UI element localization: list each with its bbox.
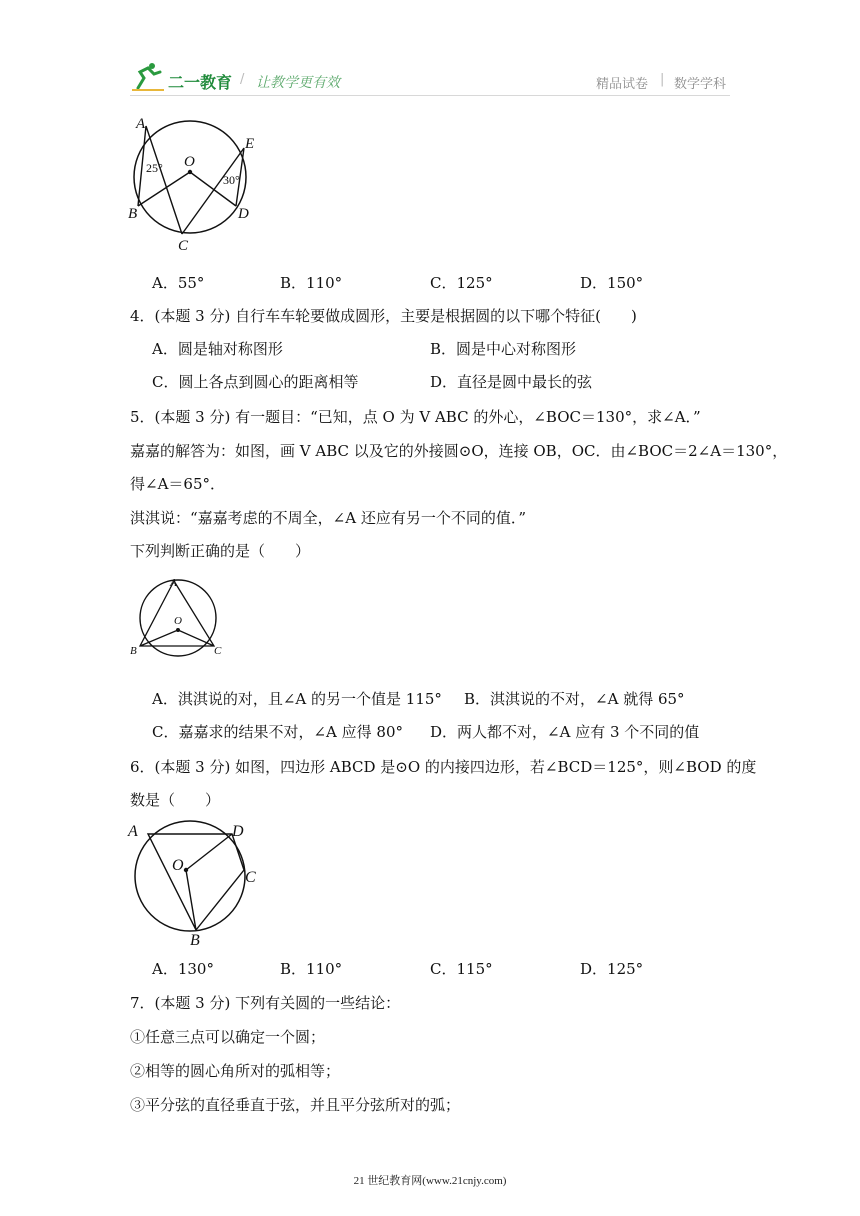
q6-fig-label-b: B — [190, 932, 200, 948]
q5-fig-label-c: C — [214, 645, 222, 657]
q7-item-1: ①任意三点可以确定一个圆； — [130, 1028, 326, 1046]
header-rule — [130, 95, 730, 96]
q6-figure — [120, 818, 270, 948]
fig1-label-a: A — [136, 116, 146, 132]
q5-option-b[interactable]: B．淇淇说的不对，∠A 就得 65° — [464, 690, 685, 708]
q6-fig-label-o: O — [172, 857, 184, 874]
q5-figure — [128, 574, 228, 660]
q5-line5: 下列判断正确的是（ ） — [130, 542, 311, 560]
footer-text: 21 世纪教育网(www.21cnjy.com) — [353, 1175, 507, 1187]
q4-option-d[interactable]: D．直径是圆中最长的弦 — [430, 373, 593, 391]
q5-line2: 嘉嘉的解答为：如图，画 V ABC 以及它的外接圆⊙O，连接 OB，OC．由∠BOC＝2∠A＝130°， — [130, 442, 788, 460]
q3-option-d[interactable]: D．150° — [580, 274, 644, 292]
q5-fig-label-b: B — [130, 645, 137, 657]
header-divider: | — [660, 72, 665, 87]
q6-fig-label-a: A — [128, 823, 138, 840]
q7-item-2: ②相等的圆心角所对的弧相等； — [130, 1062, 341, 1080]
fig1-label-b: B — [128, 206, 138, 222]
header-slash: / — [240, 72, 245, 87]
q3-option-b[interactable]: B．110° — [280, 274, 343, 292]
q4-option-c[interactable]: C．圆上各点到圆心的距离相等 — [152, 373, 359, 391]
q6-stem-cont: 数是（ ） — [130, 791, 221, 809]
fig1-label-e: E — [245, 136, 255, 152]
q6-stem: 6．(本题 3 分) 如图，四边形 ABCD 是⊙O 的内接四边形，若∠BCD＝125°，则∠BOD 的度 — [130, 758, 757, 776]
q5-option-c[interactable]: C．嘉嘉求的结果不对，∠A 应得 80° — [152, 723, 404, 741]
q5-line3: 得∠A＝65°． — [130, 475, 225, 493]
q6-option-a[interactable]: A．130° — [152, 960, 214, 978]
q6-option-b[interactable]: B．110° — [280, 960, 343, 978]
q3-figure — [120, 110, 270, 255]
q4-stem: 4．(本题 3 分) 自行车车轮要做成圆形，主要是根据圆的以下哪个特征( ) — [130, 307, 637, 325]
fig1-angle-30: 30° — [223, 173, 240, 187]
fig1-label-d: D — [238, 206, 249, 222]
q5-fig-label-a: A — [170, 577, 177, 589]
runner-logo-icon — [130, 62, 166, 92]
q5-fig-label-o: O — [174, 615, 182, 627]
q5-stem: 5．(本题 3 分) 有一题目：“已知，点 O 为 V ABC 的外心，∠BOC＝130°，求∠A．” — [130, 408, 701, 426]
q7-stem: 7．(本题 3 分) 下列有关圆的一些结论： — [130, 994, 401, 1012]
q5-option-d[interactable]: D．两人都不对，∠A 应有 3 个不同的值 — [430, 723, 700, 741]
q4-option-b[interactable]: B．圆是中心对称图形 — [430, 340, 577, 358]
fig1-label-c: C — [178, 238, 189, 254]
header-tag-subject: 数学学科 — [674, 77, 727, 92]
header-tag-premium: 精品试卷 — [596, 77, 649, 92]
fig1-label-o: O — [184, 154, 195, 170]
q5-option-a[interactable]: A．淇淇说的对，且∠A 的另一个值是 115° — [152, 690, 442, 708]
header-slogan: 让教学更有效 — [256, 75, 340, 91]
logo-text: 二一教育 — [168, 73, 233, 92]
q5-line4: 淇淇说：“嘉嘉考虑的不周全，∠A 还应有另一个不同的值．” — [130, 509, 527, 527]
q7-item-3: ③平分弦的直径垂直于弦，并且平分弦所对的弧； — [130, 1096, 461, 1114]
q3-option-a[interactable]: A．55° — [152, 274, 205, 292]
q6-option-d[interactable]: D．125° — [580, 960, 644, 978]
q3-option-c[interactable]: C．125° — [430, 274, 493, 292]
q6-fig-label-c: C — [245, 869, 256, 886]
q4-option-a[interactable]: A．圆是轴对称图形 — [152, 340, 283, 358]
q6-option-c[interactable]: C．115° — [430, 960, 493, 978]
q6-fig-label-d: D — [232, 823, 244, 840]
fig1-angle-25: 25° — [146, 161, 163, 175]
